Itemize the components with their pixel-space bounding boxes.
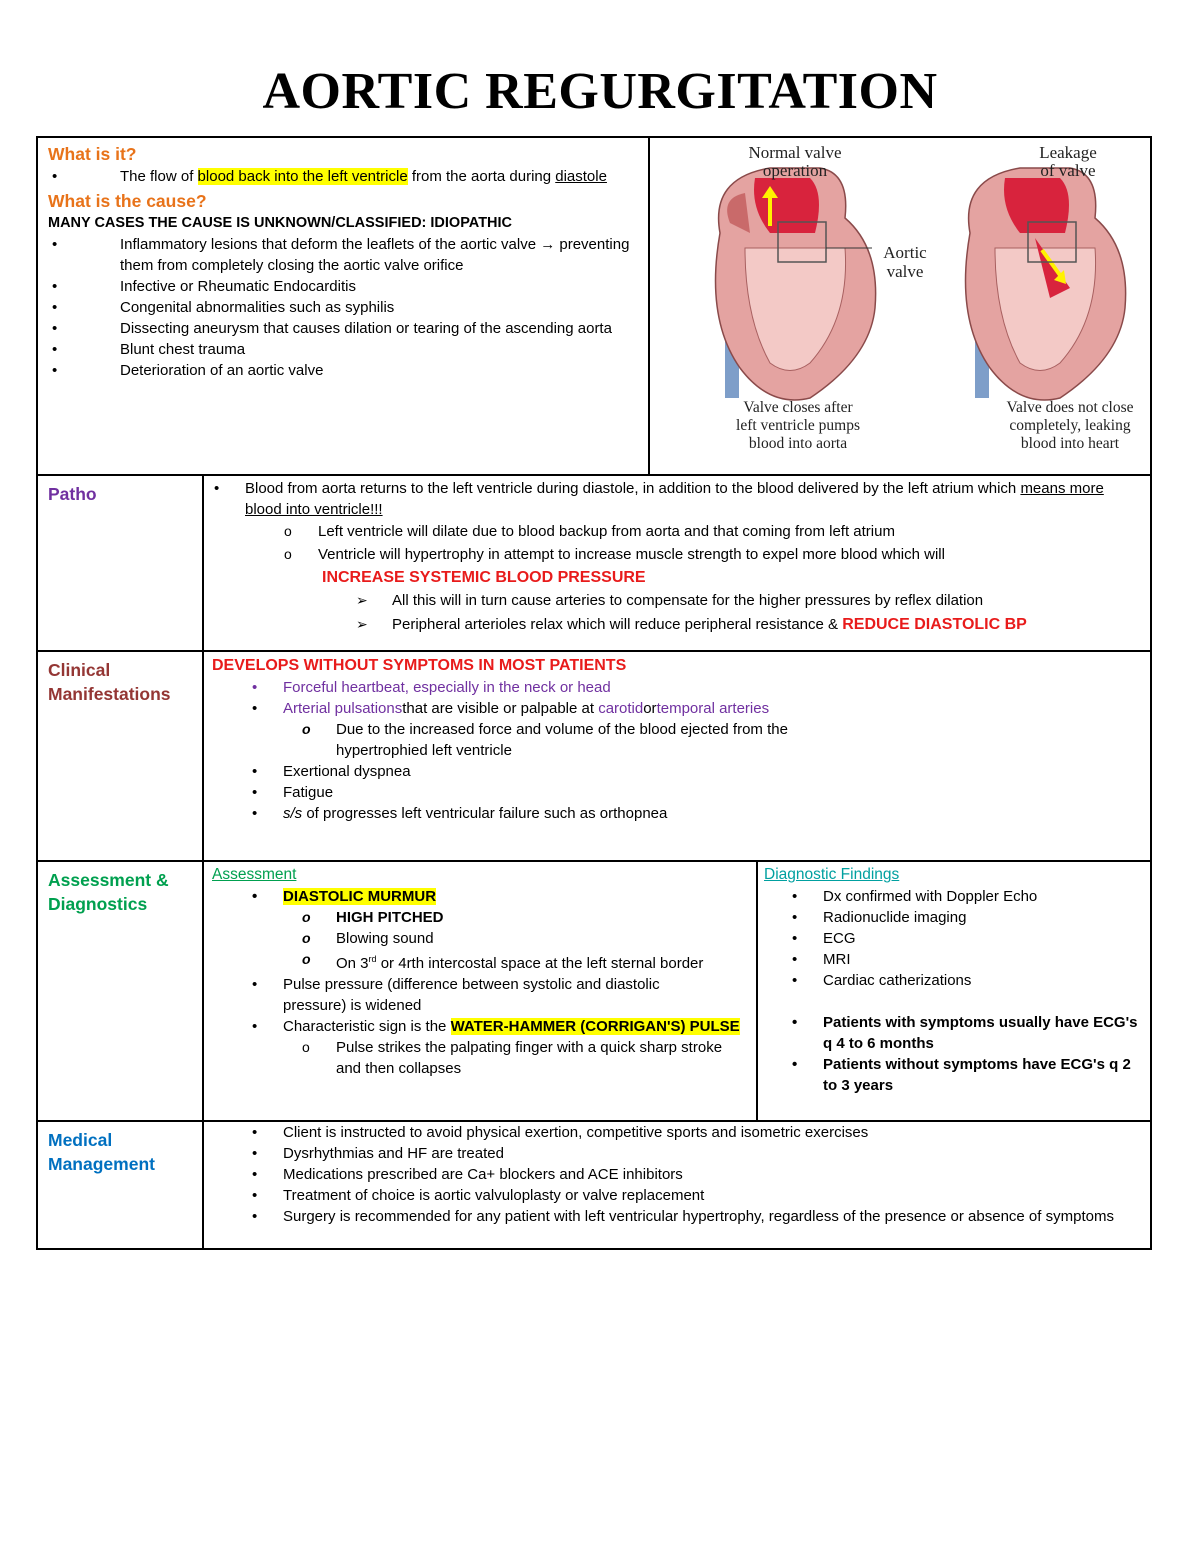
cause-item: • Blunt chest trauma [48, 339, 636, 360]
leaking-heart-image [966, 168, 1126, 400]
heart-valve-illustration [650, 138, 1150, 474]
leak-desc-line2: completely, leaking [1009, 417, 1131, 434]
assess-list [248, 886, 750, 907]
clinical-content [212, 654, 1142, 824]
sign-sublist [300, 1037, 750, 1079]
clinical-item: • Exertional dyspnea [248, 761, 1142, 782]
murmur-sub-item: o On 3rd or 4rth intercostal space at the left sternal border [300, 949, 750, 974]
diagnostic-subheading: Diagnostic Findings [764, 866, 900, 883]
sign-sub-item: o Pulse strikes the palpating finger with a quick sharp stroke and then collapses [300, 1037, 750, 1079]
pulse-item: • Pulse pressure (difference between systolic and diastolic pressure) is widened [248, 974, 750, 1016]
clinical-sub-item: o Due to the increased force and volume of the blood ejected from the hypertrophied left ventricle [300, 719, 1142, 761]
assess-list-2 [248, 974, 750, 1037]
what-heading: What is it? [48, 144, 137, 164]
cause-item: • Infective or Rheumatic Endocarditis [48, 276, 636, 297]
clinical-item: • Fatigue [248, 782, 1142, 803]
leak-caption-line1: Leakage [1039, 143, 1097, 162]
medical-item: • Dysrhythmias and HF are treated [248, 1143, 1144, 1164]
clinical-list-2 [248, 761, 1142, 824]
medical-item: • Medications prescribed are Ca+ blockers and ACE inhibitors [248, 1164, 1144, 1185]
valve-label-line2: valve [886, 262, 924, 281]
diagnostic-item: • Patients with symptoms usually have ECG's q 4 to 6 months [788, 1012, 1142, 1054]
overview-text-cell [38, 138, 650, 474]
medical-list [248, 1122, 1144, 1227]
what-list [48, 166, 636, 187]
clinical-sublist [300, 719, 1142, 761]
medical-item: • Client is instructed to avoid physical exertion, competitive sports and isometric exercises [248, 1122, 1144, 1143]
row-clinical [36, 650, 1152, 862]
row-medical [36, 1120, 1152, 1250]
cause-item: • Inflammatory lesions that deform the leaflets of the aortic valve → preventing them from completely closing the aortic valve orifice [48, 234, 636, 276]
patho-main: • Blood from aorta returns to the left ventricle during diastole, in addition to the blood delivered by the left atrium which means more blood into ventricle!!! [210, 478, 1142, 520]
row-assessment [36, 860, 1152, 1122]
diagnostic-item: • Dx confirmed with Doppler Echo [788, 886, 1142, 907]
clinical-list [248, 677, 1142, 719]
cause-list [48, 234, 636, 381]
assess-content [204, 862, 758, 1120]
medical-heading: Medical Management [48, 1130, 155, 1174]
murmur-item: • DIASTOLIC MURMUR [248, 886, 750, 907]
patho-content [210, 478, 1142, 635]
assess-label-cell [38, 862, 204, 1120]
clinical-item: • s/s of progresses left ventricular failure such as orthopnea [248, 803, 1142, 824]
medical-label-cell [38, 1122, 204, 1248]
diagnostic-content [764, 864, 1142, 1096]
what-item: • The flow of blood back into the left ventricle from the aorta during diastole [48, 166, 636, 187]
patho-increase-bp: INCREASE SYSTEMIC BLOOD PRESSURE [322, 569, 646, 586]
cause-item: • Deterioration of an aortic valve [48, 360, 636, 381]
normal-desc-line3: blood into aorta [748, 435, 848, 452]
leak-desc-line1: Valve does not close [1006, 399, 1134, 416]
clinical-item: • Arterial pulsationsthat are visible or palpable at carotidortemporal arteries [248, 698, 1142, 719]
diagnostic-item: • Radionuclide imaging [788, 907, 1142, 928]
row-patho [36, 474, 1152, 652]
diagnostic-item: • Cardiac catherizations [788, 970, 1142, 991]
patho-sub-item: o Ventricle will hypertrophy in attempt to increase muscle strength to expel more blood which will [282, 544, 1142, 565]
diagnostic-item: • ECG [788, 928, 1142, 949]
patho-sublist [282, 521, 1142, 565]
murmur-sub-item: o Blowing sound [300, 928, 750, 949]
normal-desc-line1: Valve closes after [743, 399, 853, 416]
cause-note: MANY CASES THE CAUSE IS UNKNOWN/CLASSIFIED: IDIOPATHIC [48, 215, 513, 231]
diagnostic-list-2 [788, 1012, 1142, 1096]
heart-illustration-cell [650, 138, 1150, 474]
patho-arrow-item: ➢ All this will in turn cause arteries to compensate for the higher pressures by reflex dilation [356, 590, 1142, 611]
patho-list [210, 478, 1142, 520]
normal-caption-line2: operation [762, 161, 828, 180]
patho-sub-item: o Left ventricle will dilate due to blood backup from aorta and that coming from left atrium [282, 521, 1142, 542]
leak-caption-line2: of valve [1040, 161, 1096, 180]
medical-item: • Surgery is recommended for any patient with left ventricular hypertrophy, regardless of the presence or absence of symptoms [248, 1206, 1144, 1227]
normal-caption-line1: Normal valve [748, 143, 842, 162]
medical-content [212, 1122, 1144, 1227]
clinical-top: DEVELOPS WITHOUT SYMPTOMS IN MOST PATIENTS [212, 657, 627, 674]
leak-desc-line3: blood into heart [1020, 435, 1120, 452]
patho-arrow-list [356, 590, 1142, 635]
row-overview [36, 136, 1152, 476]
clinical-item: • Forceful heartbeat, especially in the neck or head [248, 677, 1142, 698]
normal-desc-line2: left ventricle pumps [736, 417, 860, 434]
normal-heart-image [716, 168, 876, 400]
murmur-sub-item: o HIGH PITCHED [300, 907, 750, 928]
cause-heading: What is the cause? [48, 191, 207, 211]
sign-item: • Characteristic sign is the WATER-HAMMER (CORRIGAN'S) PULSE [248, 1016, 750, 1037]
clinical-label-cell [38, 652, 204, 860]
cause-item: • Congenital abnormalities such as syphilis [48, 297, 636, 318]
valve-label-line1: Aortic [883, 243, 927, 262]
medical-item: • Treatment of choice is aortic valvuloplasty or valve replacement [248, 1185, 1144, 1206]
diagnostic-list [788, 886, 1142, 991]
page-title: AORTIC REGURGITATION [262, 63, 938, 120]
patho-arrow-item: ➢ Peripheral arterioles relax which will reduce peripheral resistance & REDUCE DIASTOLIC BP [356, 614, 1142, 635]
patho-label-cell [38, 476, 204, 650]
clinical-heading: Clinical Manifestations [48, 660, 171, 704]
assessment-subheading: Assessment [212, 866, 297, 883]
diagnostic-item: • MRI [788, 949, 1142, 970]
murmur-sublist [300, 907, 750, 974]
patho-heading: Patho [48, 484, 97, 504]
assess-heading: Assessment & Diagnostics [48, 870, 169, 914]
diagnostic-item: • Patients without symptoms have ECG's q 2 to 3 years [788, 1054, 1142, 1096]
cause-item: • Dissecting aneurysm that causes dilation or tearing of the ascending aorta [48, 318, 636, 339]
